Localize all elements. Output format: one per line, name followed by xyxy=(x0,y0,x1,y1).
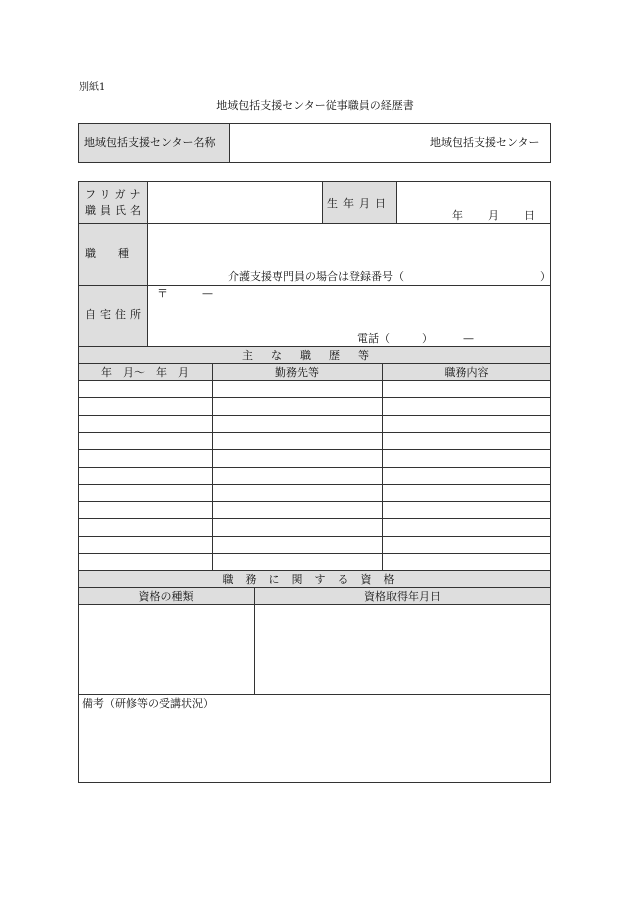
qualification-col-type: 資格の種類 xyxy=(138,590,194,603)
birth-year-unit: 年 xyxy=(452,209,463,222)
birth-day-unit: 日 xyxy=(524,209,535,222)
career-col-period: 年 月〜 年 月 xyxy=(101,366,189,379)
postal-dash: — xyxy=(202,287,213,300)
name-label: 職員氏名 xyxy=(85,204,145,217)
table-row[interactable] xyxy=(79,381,550,396)
remarks-label: 備考（研修等の受講状況） xyxy=(82,697,214,710)
remarks-field[interactable] xyxy=(79,712,550,782)
furigana-label: フリガナ xyxy=(85,188,145,201)
attachment-label: 別紙1 xyxy=(79,82,106,93)
phone-label: 電話（ xyxy=(357,332,390,345)
table-row[interactable] xyxy=(79,468,550,483)
qualification-type-field[interactable] xyxy=(79,605,254,693)
page-title: 地域包括支援センター従事職員の経歴書 xyxy=(216,99,414,112)
care-manager-close: ） xyxy=(540,270,551,283)
center-name-value[interactable]: 地域包括支援センター xyxy=(430,136,540,149)
table-row[interactable] xyxy=(79,398,550,413)
table-row[interactable] xyxy=(79,519,550,534)
postal-mark: 〒 xyxy=(157,287,168,300)
table-row[interactable] xyxy=(79,433,550,448)
center-name-label: 地域包括支援センター名称 xyxy=(84,136,216,149)
birth-date-label: 生年月日 xyxy=(327,197,391,210)
address-label: 自宅住所 xyxy=(85,308,145,321)
career-col-duties: 職務内容 xyxy=(444,366,489,379)
care-manager-note: 介護支援専門員の場合は登録番号（ xyxy=(228,270,404,283)
job-type-label: 職 種 xyxy=(85,247,129,260)
table-row[interactable] xyxy=(79,416,550,431)
table-row[interactable] xyxy=(79,485,550,500)
phone-dash: — xyxy=(463,332,474,345)
table-row[interactable] xyxy=(79,537,550,552)
qualification-col-date: 資格取得年月日 xyxy=(364,590,441,603)
phone-close: ） xyxy=(422,332,433,345)
table-row[interactable] xyxy=(79,502,550,517)
table-row[interactable] xyxy=(79,554,550,569)
career-col-workplace: 勤務先等 xyxy=(275,366,319,379)
qualification-section-title: 職務に関する資格 xyxy=(222,573,407,586)
table-row[interactable] xyxy=(79,450,550,465)
qualification-date-field[interactable] xyxy=(255,605,550,693)
birth-month-unit: 月 xyxy=(488,209,499,222)
career-section-title: 主な職歴等 xyxy=(242,349,387,362)
